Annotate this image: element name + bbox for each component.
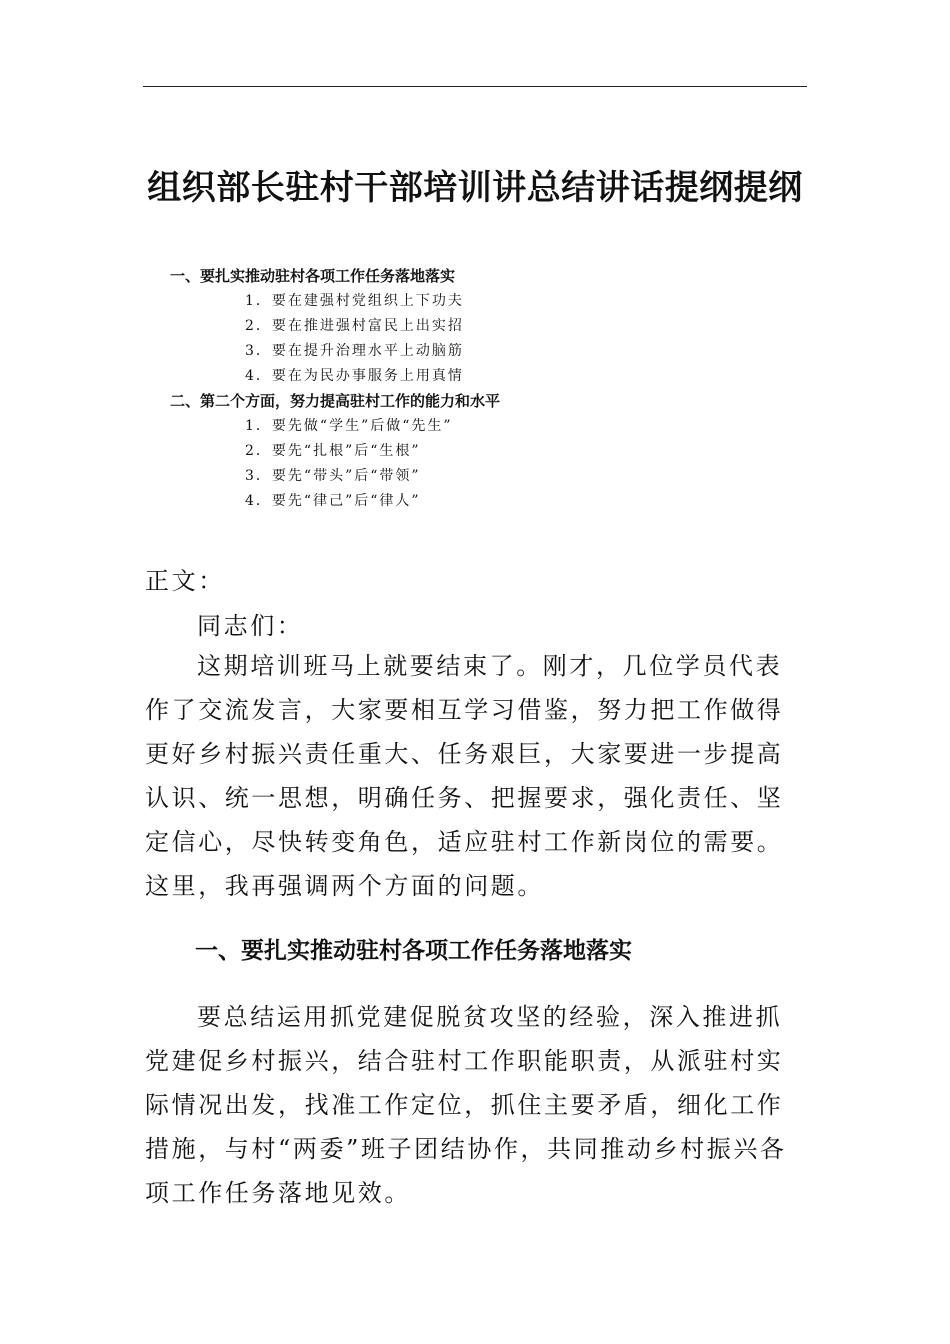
document-title: 组织部长驻村干部培训讲总结讲话提纲提纲 [147, 168, 803, 208]
section-heading-1: 一、要扎实推动驻村各项工作任务落地落实 [195, 938, 632, 964]
salutation: 同志们： [197, 612, 304, 640]
outline-item: 2．要在推进强村富民上出实招 [245, 318, 464, 334]
body-label: 正文： [145, 567, 225, 595]
outline-item: 3．要先“带头”后“带领” [245, 468, 421, 484]
outline [170, 264, 790, 514]
outline-item: 2．要先“扎根”后“生根” [245, 443, 421, 459]
outline-item: 4．要在为民办事服务上用真情 [245, 368, 464, 384]
outline-heading-2: 二、第二个方面，努力提高驻村工作的能力和水平 [170, 392, 501, 410]
outline-item: 1．要先做“学生”后做“先生” [245, 418, 453, 434]
header-rule [143, 86, 807, 87]
outline-heading-1: 一、要扎实推动驻村各项工作任务落地落实 [170, 267, 456, 285]
outline-item: 3．要在提升治理水平上动脑筋 [245, 343, 464, 359]
paragraph-intro: 这期培训班马上就要结束了。刚才，几位学员代表作了交流发言，大家要相互学习借鉴，努力把工作做得更好乡村振兴责任重大、任务艰巨，大家要进一步提高认识、统一思想，明确任务、把握要求，强化责任、坚定信心，尽快转变角色，适应驻村工作新岗位的需要。这里，我再强调两个方面的问题。 [145, 652, 784, 900]
outline-item: 4．要先“律己”后“律人” [245, 493, 421, 509]
outline-item: 1．要在建强村党组织上下功夫 [245, 293, 464, 309]
paragraph-section-1: 要总结运用抓党建促脱贫攻坚的经验，深入推进抓党建促乡村振兴，结合驻村工作职能职责，从派驻村实际情况出发，找准工作定位，抓住主要矛盾，细化工作措施，与村“两委”班子团结协作，共同推动乡村振兴各项工作任务落地见效。 [145, 1003, 787, 1207]
